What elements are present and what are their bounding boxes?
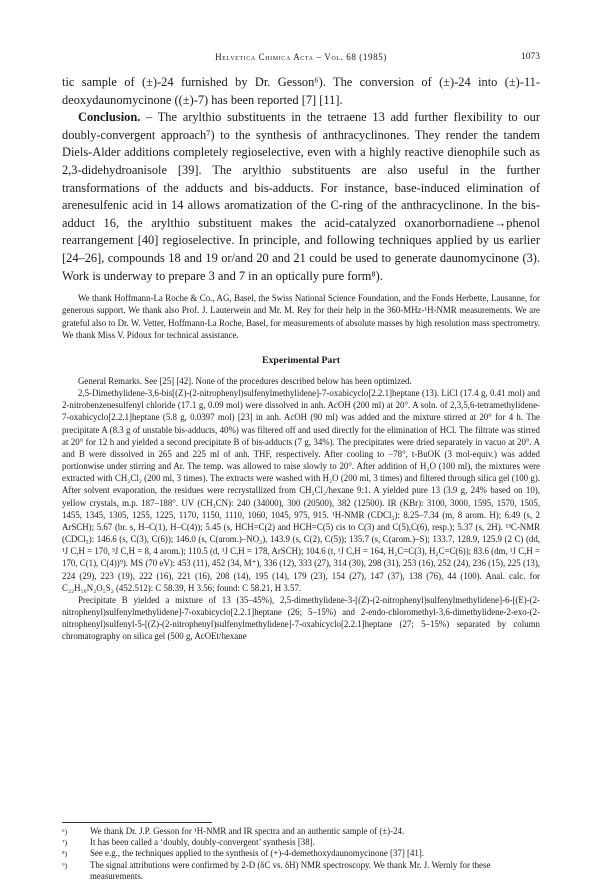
conclusion-text: – The arylthio substituents in the tetraene 13 add further flexibility to our doubly-convergent approach⁷) to the synthesis of anthracyclinones. They render the tandem Diels-Alder additions completely regioselective, even with a highly reactive dienophile such as 2,3-didehydroanisole [39]. The arylthio substituents are also useful in the further transformations of the adducts and bis-adducts. For instance, base-induced elimination of arenesulfenic acid in 14 allows aromatization of the C-ring of the anthracyclinone. In the bis-adduct 16, the arylthio substituent makes the acid-catalyzed oxanorbornadiene→phenol rearrangement [40] regioselective. In principle, and following techniques applied by us earlier [24–26], compounds 18 and 19 or/and 20 and 21 could be used to generate daunomycinone (3). Work is underway to prepare 3 and 7 in an optically pure form⁸). — [62, 110, 540, 283]
running-header — [62, 52, 540, 66]
procedure-compound-13: 2,5-Dimethylidene-3,6-bis[(Z)-(2-nitrophenyl)sulfenylmethylidene]-7-oxabicyclo[2.2.1]heptane (13). LiCl (17.4 g, 0.41 mol) and 2-nitrobenzenesulfenyl chloride (17.1 g, 0.09 mol) were dissolved in anh. AcOH (200 ml) at 20°. A soln. of 2,3,5,6-tetramethylidene-7-oxabicyclo[2.2.1]heptane (5.8 g, 0.0397 mol) [23] in anh. AcOH (90 ml) was added and the mixture stirred at 20° for 4 h. The precipitate A (8.3 g of unstable bis-adducts, 40%) was filtered off and used directly for the elimination of HCl. The filtrate was stirred at 20° for 12 h and yielded a second precipitate B of bis-adducts (7 g, 34%). The precipitates were dried separately in vacuo at 20°. A and B were dissolved in 265 and 225 ml of anh. THF, respectively. After cooling to −78°, t-BuOK (3 mol-equiv.) was added portionwise under stirring and Ar. The temp. was allowed to raise slowly to 20°. After addition of H₂O (100 ml), the mixtures were extracted with CH₂Cl₂ (200 ml, 3 times). The extracts were washed with H₂O (200 ml, 3 times) and filtered through silica gel (100 g). After solvent evaporation, the residues were recrystallized from CH₂Cl₂/hexane 9:1. A yielded pure 13 (3.9 g, 24% based on 10), yellow crystals, m.p. 187–188°. UV (CH₃CN): 240 (34000), 300 (20500), 382 (12500). IR (KBr): 3100, 3000, 1595, 1570, 1505, 1455, 1345, 1305, 1255, 1225, 1170, 1150, 1110, 1060, 1045, 975, 915. ¹H-NMR (CDCl₃): 8.25–7.34 (m, 8 arom. H); 6.49 (s, 2 ArSCH); 5.67 (br. s, H–C(1), H–C(4)); 5.45 (s, HCH=C(2) and HCH=C(5) cis to C(3) and C(5),C(6), resp.); 5.37 (s, 2H). ¹³C-NMR (CDCl₃): 146.6 (s, C(3), C(6)); 146.0 (s, C(arom.)–NO₂), 143.9 (s, C(2), C(5)); 135.7 (s, C(arom.)–S); 133.7, 128.9, 125.9 (2 C) (dd, ¹J C,H = 170, ³J C,H = 8, 4 arom.); 110.5 (d, ¹J C,H = 178, ArSCH); 104.6 (t, ¹J C,H = 164, H₂C=C(3), H₂C=C(6)); 83.6 (dm, ¹J C,H = 170, C(1), C(4))⁹). MS (70 eV): 453 (11), 452 (34, M⁺), 336 (12), 333 (27), 314 (30), 298 (31), 253 (16), 252 (24), 236 (15), 225 (13), 224 (29), 223 (19), 222 (16), 221 (16), 208 (14), 195 (14), 179 (23), 154 (27), 147 (37), 138 (76), 44 (100). Anal. calc. for C₂₂H₁₆N₂O₅S₂ (452.512): C 58.39, H 3.56; found: C 58.21, H 3.57. — [62, 388, 540, 593]
footnote-text: It has been called a ‘doubly, doubly-convergent’ synthesis [38]. — [90, 837, 315, 848]
footnote-mark: ⁷) — [62, 838, 68, 848]
footnote-mark: ⁶) — [62, 827, 68, 836]
section-heading: Experimental Part — [261, 355, 341, 366]
footnote — [62, 826, 540, 837]
main-text — [62, 74, 540, 285]
footnote-divider — [62, 822, 212, 823]
page-number: 1073 — [521, 52, 540, 62]
footnotes — [62, 826, 540, 882]
precipitate-b-paragraph: Precipitate B yielded a mixture of 13 (35–45%), 2,5-dimethylidene-3-[(Z)-(2-nitrophenyl)sulfenylmethylidene]-6-[(E)-(2-nitrophenyl)sulfenylmethylidene]-7-oxabicyclo[2.2.1]heptane (26; 5–15%) and 2-endo-chloromethyl-3,6-dimethylidene-2-exo-(2-nitrophenyl)sulfenyl-5-[(Z)-(2-nitrophenyl)sulfenylmethylidene]-7-oxabicyclo[2.2.1]heptane (27; 5–15%) separated by column chromatography on silica gel (500 g, AcOEt/hexane — [62, 594, 540, 642]
footnote — [62, 848, 540, 859]
footnote-mark: ⁹) — [62, 860, 68, 870]
footnote — [62, 860, 540, 882]
footnote-text: See e.g., the techniques applied to the synthesis of (+)-4-demethoxydaunomycinone [37] [41]. — [90, 848, 425, 859]
experimental-text — [62, 375, 540, 642]
journal-title: Helvetica Chimica Acta – Vol. 68 (1985) — [215, 52, 387, 62]
footnote-text: The signal attributions were confirmed by 2-D (δC vs. δH) NMR spectroscopy. We thank Mr. J. Wernly for these measurements. — [90, 859, 491, 881]
general-remarks: General Remarks. See [25] [42]. None of the procedures described below has been optimized. — [78, 376, 412, 386]
paragraph-continued: tic sample of (±)-24 furnished by Dr. Gesson⁶). The conversion of (±)-24 into (±)-11-deoxydaunomycinone ((±)-7) has been reported [7] [11]. — [62, 75, 540, 107]
footnote-text: We thank Dr. J.P. Gesson for ¹H-NMR and IR spectra and an authentic sample of (±)-24. — [90, 826, 405, 836]
footnote — [62, 837, 540, 848]
conclusion-heading: Conclusion. — [78, 110, 141, 125]
conclusion-paragraph — [62, 109, 540, 285]
footnote-mark: ⁸) — [62, 849, 68, 859]
acknowledgment: We thank Hoffmann-La Roche & Co., AG, Basel, the Swiss National Science Foundation, and the Fonds Herbette, Lausanne, for generous support. We thank also Prof. J. Lauterwein and Mr. M. Rey for their help in the 360-MHz-¹H-NMR measurements. We are grateful also to Dr. W. Vetter, Hoffmann-La Roche, Basel, for measurements of absolute masses by high resolution mass spectrometry. We thank Miss V. Pidoux for technical assistance. — [62, 293, 540, 340]
